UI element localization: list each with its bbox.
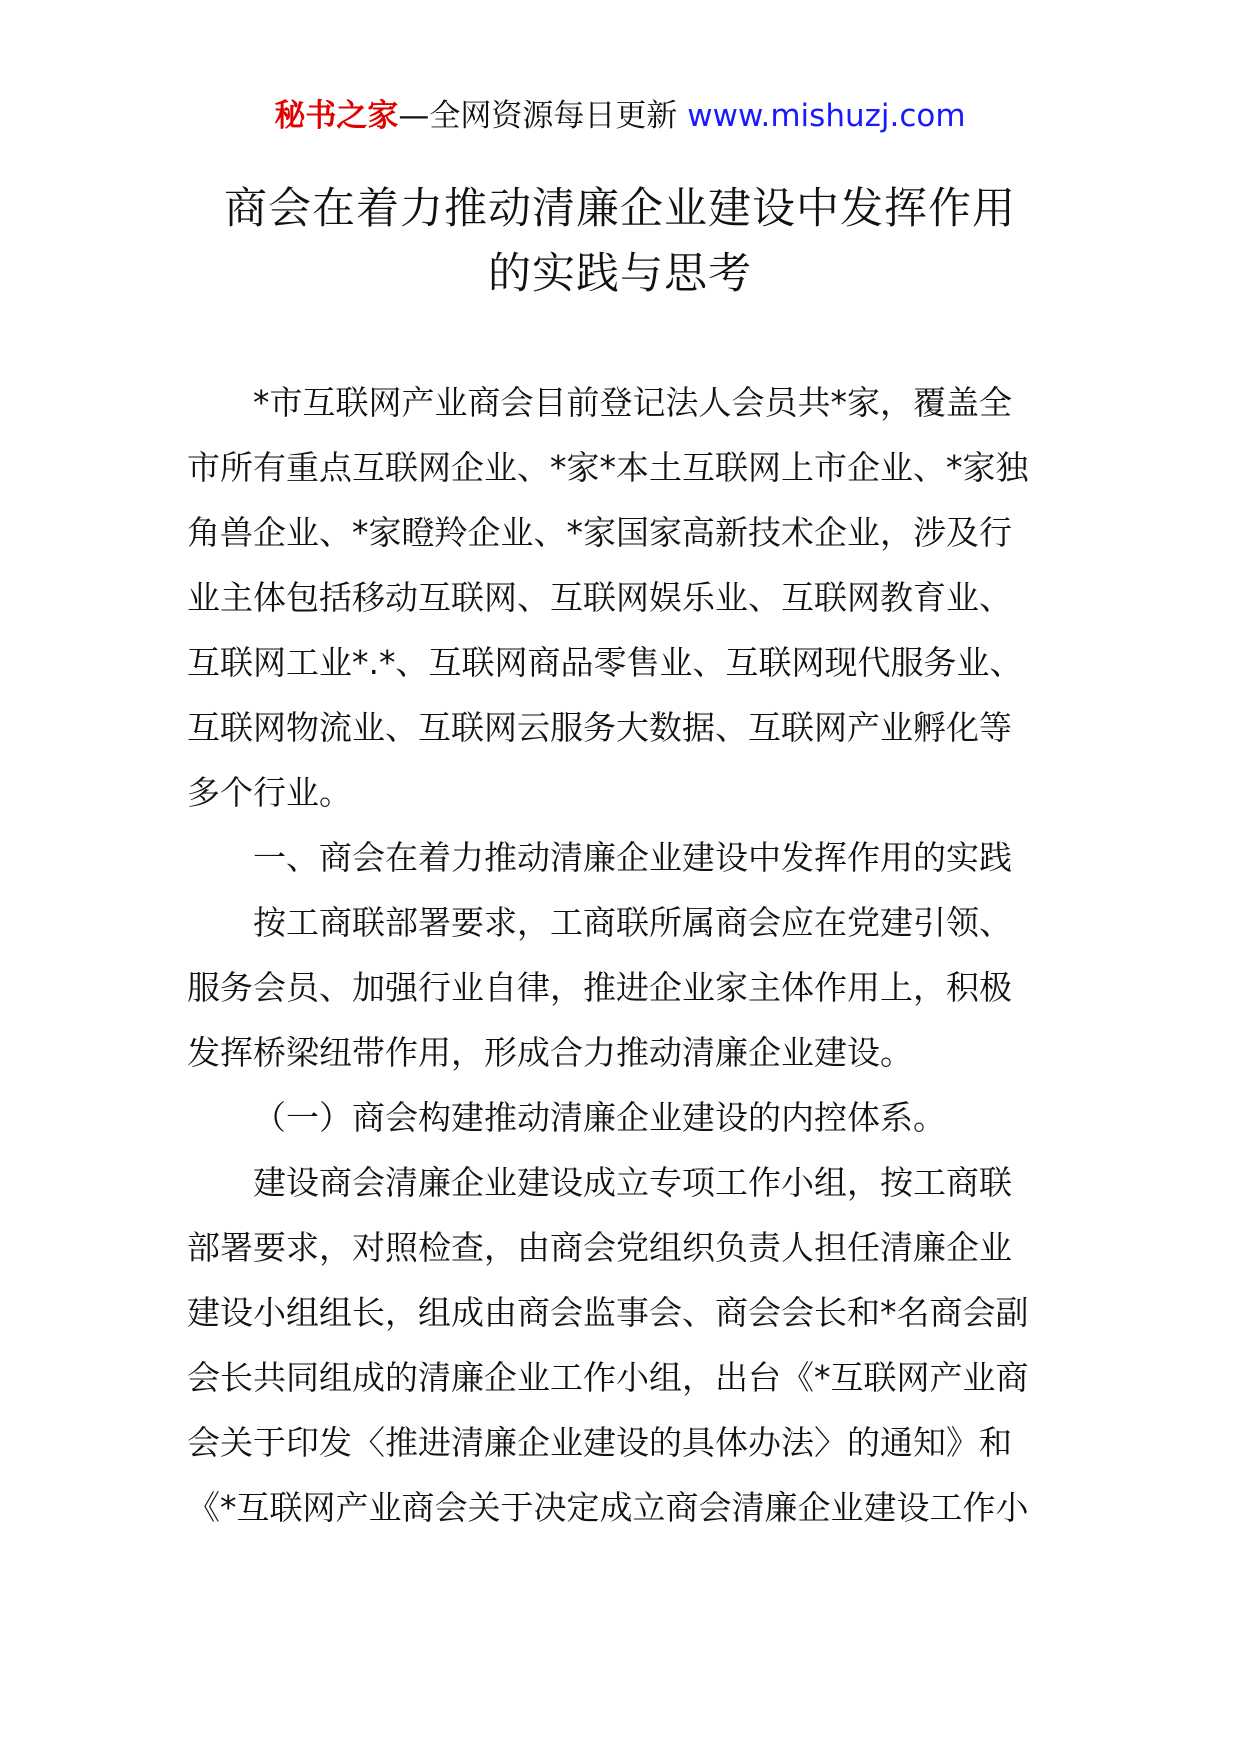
section-heading [187,825,1057,890]
body-line: 互联网物流业、互联网云服务大数据、互联网产业孵化等 [187,708,1012,747]
site-header [0,96,1240,136]
title-line: 商会在着力推动清廉企业建设中发挥作用 [224,184,1016,234]
body-line: 角兽企业、*家瞪羚企业、*家国家高新技术企业，涉及行 [187,513,1012,552]
body-line: *市互联网产业商会目前登记法人会员共*家，覆盖全 [253,383,1012,422]
body-line: 发挥桥梁纽带作用，形成合力推动清廉企业建设。 [187,1033,913,1072]
body-line: 互联网工业*.*、互联网商品零售业、互联网现代服务业、 [187,643,1023,682]
title-line: 的实践与思考 [488,249,752,299]
body-line: 服务会员、加强行业自律，推进企业家主体作用上，积极 [187,968,1012,1007]
site-url[interactable]: www.mishuzj.com [687,98,966,134]
body-line: 《*互联网产业商会关于决定成立商会清廉企业建设工作小 [187,1488,1029,1527]
site-tagline: —全网资源每日更新 [398,98,688,134]
document-title [120,178,1120,308]
body-line: 市所有重点互联网企业、*家*本土互联网上市企业、*家独 [187,448,1029,487]
body-line: 会长共同组成的清廉企业工作小组，出台《*互联网产业商 [187,1358,1029,1397]
subsection-heading [187,1085,1057,1150]
heading-line: 一、商会在着力推动清廉企业建设中发挥作用的实践 [253,838,1012,877]
body-line: 按工商联部署要求，工商联所属商会应在党建引领、 [253,903,1012,942]
body-line: 会关于印发〈推进清廉企业建设的具体办法〉的通知》和 [187,1423,1012,1462]
paragraph-requirements [187,890,1057,1085]
heading-line: （一）商会构建推动清廉企业建设的内控体系。 [253,1098,946,1137]
body-line: 部署要求，对照检查，由商会党组织负责人担任清廉企业 [187,1228,1012,1267]
body-line: 建设小组组长，组成由商会监事会、商会会长和*名商会副 [187,1293,1029,1332]
document-body [187,370,1057,1540]
site-brand: 秘书之家 [274,98,399,134]
paragraph-intro [187,370,1057,825]
paragraph-working-group [187,1150,1057,1540]
body-line: 建设商会清廉企业建设成立专项工作小组，按工商联 [253,1163,1012,1202]
body-line: 业主体包括移动互联网、互联网娱乐业、互联网教育业、 [187,578,1012,617]
body-line: 多个行业。 [187,773,352,812]
